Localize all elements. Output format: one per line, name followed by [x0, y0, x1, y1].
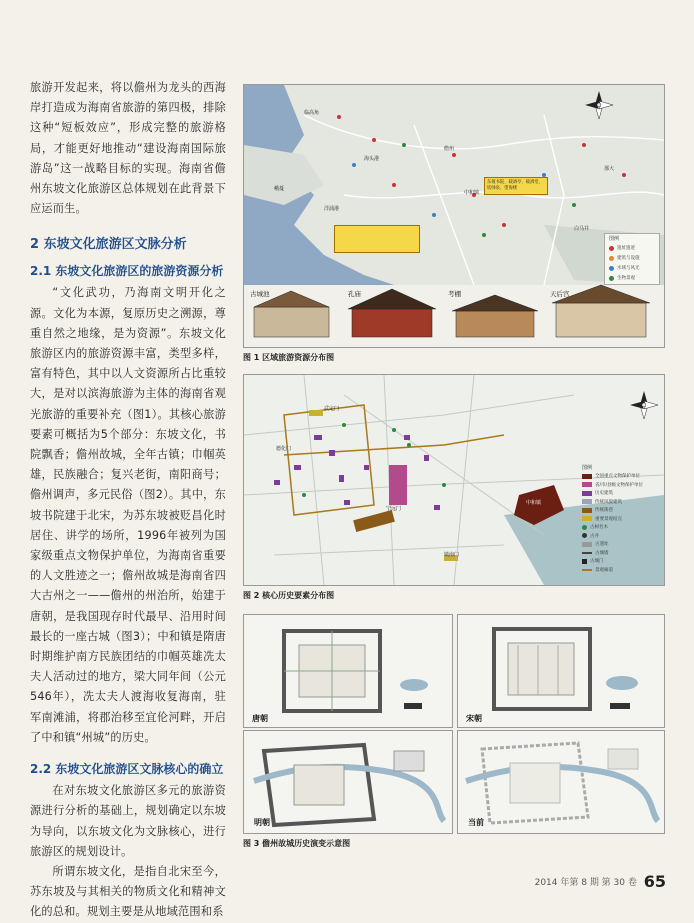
era-label-song: 宋朝	[466, 714, 482, 723]
left-text-column	[30, 78, 226, 923]
map-label-6: 峨蔓	[274, 186, 285, 192]
legend-item: 古遗址	[578, 540, 660, 549]
sketch-label-1: 古城池	[250, 290, 270, 298]
figure-1-caption: 图 1 区域旅游资源分布图	[243, 353, 335, 362]
legend-item: 古井	[578, 532, 660, 541]
regional-map-svg	[244, 85, 664, 347]
sketch-label-4: 天后宫	[550, 290, 570, 298]
map-label-5: 洋浦港	[324, 206, 340, 212]
era-label-tang: 唐朝	[252, 714, 268, 723]
map-label-8: 那大	[604, 166, 615, 172]
north-arrow-icon	[630, 391, 658, 419]
page-footer	[535, 872, 666, 891]
figure-2-legend	[578, 463, 660, 577]
legend-item: 古城墙	[578, 549, 660, 558]
legend-item: 景观廊道	[578, 566, 660, 575]
figure-3-panel-song	[457, 614, 665, 728]
section-2-1-paragraph: “文化武功，乃海南文明开化之源。文化为本源，复原历史之溯源，尊重自然之地缘，是为资源”。东坡文化旅游区内的旅游资源丰富，类型多样，富有特色，其中以人文资源所占比重较大，是对以滨海旅游为主体的海南省观光旅游的重要补充（图1）。其核心旅游要素可概括为5个部分：东坡文化，书院飘香；儋州故城，全年古镇；巾帼英雄，民族融合；复兴老街，南阳商号；儋州调声，多元民俗（图2）。其中，东坡书院建于北宋，为苏东坡被贬昌化时居住、讲学的场所，1996年被列为国家级重点文物保护单位，为海南省重要的人文胜迹之一；儋州故城是海南省四大古州之一——儋州的州治所，始建于唐朝，是我国现存时代最早、沿用时间最长的一座古城（图3）；中和镇是隋唐时期维护南方民族团结的巾帼英雄冼太夫人活动过的地方，梁大同年间（公元546年），冼太夫人渡海收复海南，驻军南滩浦，将郡治移至宜伦河畔，开启了中和镇“州城”的历史。	[30, 286, 226, 744]
legend-item: 水域与风光	[605, 263, 659, 273]
figure-3-panel-current	[457, 730, 665, 834]
section-2-2-heading: 2.2 东坡文化旅游区文脉核心的确立	[30, 762, 224, 777]
map-label-2: 镇南门	[444, 552, 460, 558]
map-label-4: 中和镇	[464, 190, 480, 196]
map-label-3: 德化门	[276, 446, 292, 452]
legend-item: 重要景观结点	[578, 515, 660, 524]
map-label-1: 临高角	[304, 110, 320, 116]
legend-item: 生物景观	[605, 273, 659, 283]
section-2-heading: 2 东坡文化旅游区文脉分析	[30, 237, 187, 253]
map-label-1: 武定门	[324, 406, 340, 412]
map-label-3: 儋州	[444, 146, 455, 152]
legend-item: 古树名木	[578, 523, 660, 532]
map-label-7: 白马井	[574, 226, 590, 232]
legend-item: 传统街巷	[578, 506, 660, 515]
figure-1-legend	[604, 233, 660, 285]
figure-3-caption: 图 3 儋州故城历史演变示意图	[243, 839, 351, 848]
legend-item: 历史建筑	[578, 489, 660, 498]
intro-paragraph: 旅游开发起来，将以儋州为龙头的西海岸打造成为海南省旅游的第四极，排除这种“短板效应”，形成完整的旅游格局，才能更好地推动“建设海南国际旅游岛”这一战略目标的实现。海南省儋州东坡文化旅游区总体规划在此背景下应运而生。	[30, 81, 226, 216]
legend-item: 省/市/县级文物保护单位	[578, 481, 660, 490]
legend-item: 建筑与设施	[605, 253, 659, 263]
page-number: 65	[643, 872, 666, 891]
legend-title: 图例	[609, 236, 620, 242]
figure-3-panel-tang	[243, 614, 453, 728]
journal-issue: 2014 年第 8 期 第 30 卷	[534, 878, 637, 888]
map-label-4: 宁远门	[386, 506, 402, 512]
section-2-2-paragraph-2: 所谓东坡文化，是指自北宋至今，苏东坡及与其相关的物质文化和精神文化的总和。规划主要是从地域范围和系	[30, 864, 226, 919]
sketch-label-3: 考棚	[448, 290, 461, 298]
legend-item: 遗址遗迹	[605, 243, 659, 253]
legend-item: 全国重点文物保护单位	[578, 472, 660, 481]
section-2-2-paragraph-1: 在对东坡文化旅游区多元的旅游资源进行分析的基础上，规划确定以东坡为导向，以东坡文化为文脉核心，进行旅游区的规划设计。	[30, 784, 226, 858]
era-label-current: 当前	[468, 818, 484, 827]
figure-3-panel-ming	[243, 730, 453, 834]
figure-2-core-heritage-map	[243, 374, 665, 586]
sketch-label-2: 孔庙	[348, 290, 361, 298]
legend-title: 图例	[582, 465, 593, 471]
note-box-dongpo: 东坡书院、载酒亭、载酒堂、钦帅泉、望海楼	[484, 177, 548, 195]
map-label-5: 中和镇	[526, 500, 542, 506]
figure-2-caption: 图 2 核心历史要素分布图	[243, 591, 335, 600]
figure-1-regional-map	[243, 84, 665, 348]
section-2-1-heading: 2.1 东坡文化旅游区的旅游资源分析	[30, 264, 224, 279]
legend-item: 传统风貌建筑	[578, 498, 660, 507]
legend-item: 古城门	[578, 557, 660, 566]
era-label-ming: 明朝	[254, 818, 270, 827]
map-label-2: 海头港	[364, 156, 380, 162]
note-box-zhonghe	[334, 225, 420, 253]
